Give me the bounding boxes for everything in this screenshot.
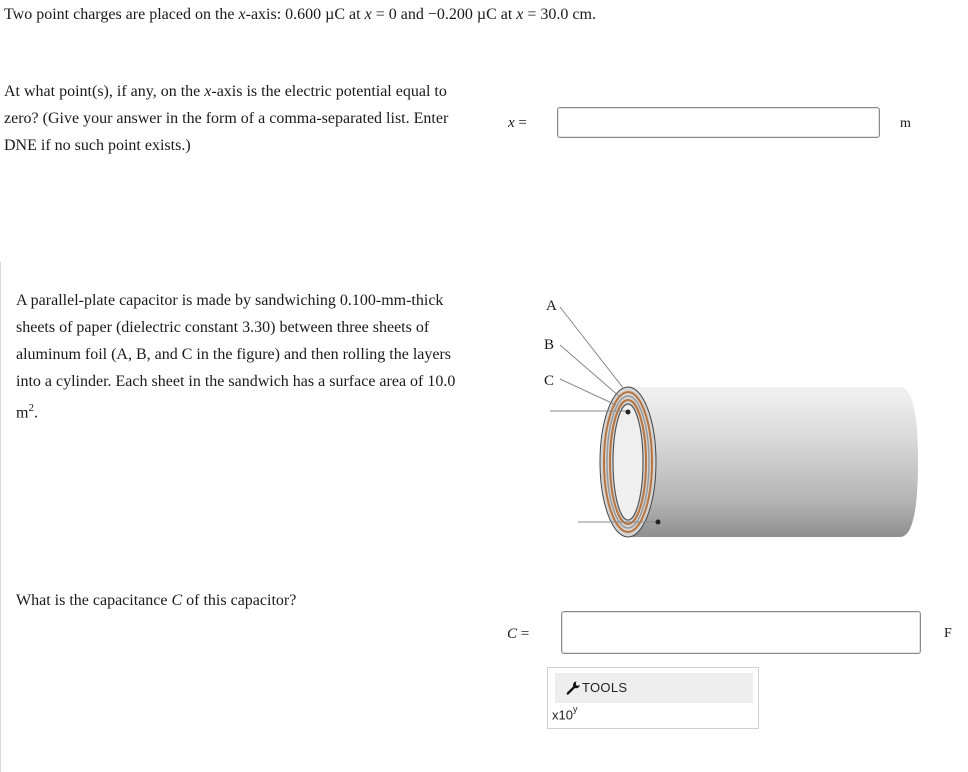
q1-unit: m [900,116,911,131]
tools-panel [547,667,759,729]
label-c: C [544,373,555,389]
label-b: B [544,337,555,353]
q2-answer-input[interactable] [561,611,921,654]
end-face-inner [613,404,643,520]
terminal-dot-top [626,410,631,415]
q1-answer-input[interactable] [557,107,880,138]
q2-question: What is the capacitance C of this capacitor? [16,592,297,609]
tools-button[interactable] [555,673,753,703]
q2-intro: A parallel-plate capacitor is made by sandwiching 0.100-mm-thick sheets of paper (dielectric constant 3.30) between three sheets of aluminum foil (A, B, and C in the figure) and then rolling the layers into a cylinder. Each sheet in the sandwich has a surface area of 10.0 $m^2$. [16,292,456,422]
q2-unit: F [944,626,952,641]
q1-question: At what point(s), if any, on the x-axis is the electric potential equal to zero? (Give your answer in the form of a comma-separated list. Enter DNE if no such point exists.) [4,83,449,154]
pointer-a [560,307,624,389]
q2-answer-label: C = [507,626,530,642]
pointer-b [560,345,620,397]
cylinder-body [628,387,918,537]
x10-power-button[interactable]: x10$^y$ [552,704,578,723]
pointer-c [560,379,616,405]
terminal-dot-bottom [656,520,661,525]
q2-section-border [0,262,1,772]
q1-answer-label: x = [508,115,527,131]
q1-statement: Two point charges are placed on the x-axis: 0.600 µC at x = 0 and −0.200 µC at x = 30.0 cm. [4,6,596,23]
label-a: A [546,298,557,314]
rolled-capacitor-figure [540,285,930,545]
wrench-icon [565,680,581,696]
tools-label: TOOLS [582,680,628,695]
